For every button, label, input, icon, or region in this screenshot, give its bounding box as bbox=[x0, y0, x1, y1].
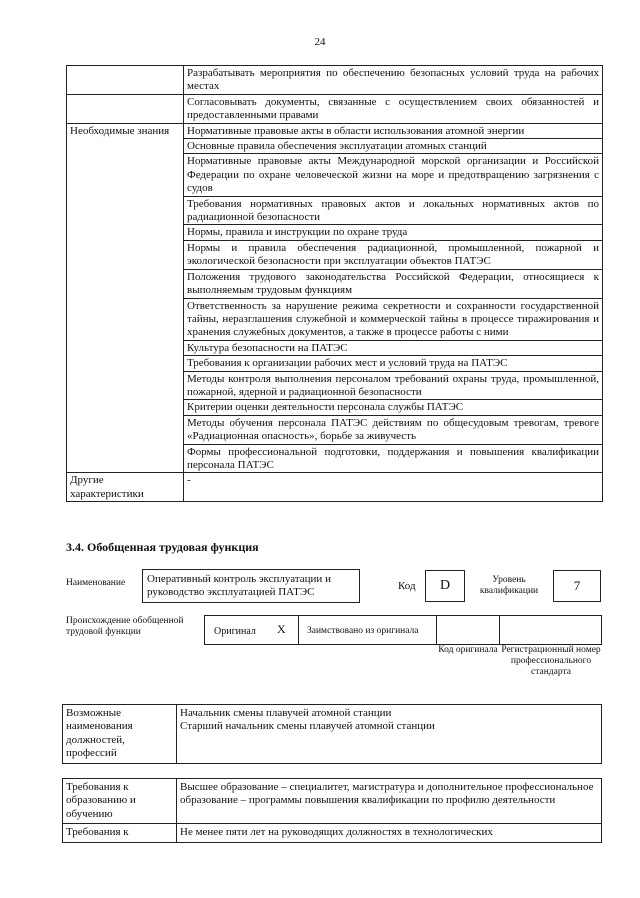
origin-label: Происхождение обобщенной трудовой функции bbox=[66, 616, 184, 637]
requirements-table bbox=[62, 778, 602, 843]
borrowed-label: Заимствовано из оригинала bbox=[307, 626, 419, 636]
requirement-label: Требования к образованию и обучению bbox=[63, 779, 177, 824]
row-value: Критерии оценки деятельности персонала службы ПАТЭС bbox=[184, 400, 603, 415]
reg-number-field bbox=[499, 615, 602, 645]
borrowed-box bbox=[298, 615, 437, 645]
table-row bbox=[67, 473, 603, 502]
row-value: Согласовывать документы, связанные с осуществлением своих обязанностей и предоставленными правами bbox=[184, 94, 603, 123]
row-label bbox=[67, 66, 184, 95]
function-name-field: Оперативный контроль эксплуатации и руководство эксплуатацией ПАТЭС bbox=[142, 569, 360, 603]
name-label: Наименование bbox=[66, 578, 126, 588]
row-value: Культура безопасности на ПАТЭС bbox=[184, 340, 603, 355]
row-value: Требования к организации рабочих мест и условий труда на ПАТЭС bbox=[184, 356, 603, 371]
requirement-value: Не менее пяти лет на руководящих должностях в технологических bbox=[177, 824, 602, 842]
code-field: D bbox=[425, 570, 465, 602]
row-value: Нормативные правовые акты Международной морской организации и Российской Федерации по охране человеческой жизни на море и предотвращению загрязнения с судов bbox=[184, 154, 603, 196]
code-original-caption: Код оригинала bbox=[438, 645, 498, 655]
positions-values bbox=[177, 705, 602, 764]
row-value: Методы контроля выполнения персоналом требований охраны труда, промышленной, пожарной, ядерной и радиационной безопасности bbox=[184, 371, 603, 400]
row-value: Положения трудового законодательства Российской Федерации, относящиеся к выполняемым трудовым функциям bbox=[184, 269, 603, 298]
table-row bbox=[63, 705, 602, 764]
table-row bbox=[67, 94, 603, 123]
requirement-value: Высшее образование – специалитет, магистратура и дополнительное профессиональное образование – программы повышения квалификации по профилю деятельности bbox=[177, 779, 602, 824]
positions-label: Возможные наименования должностей, профессий bbox=[63, 705, 177, 764]
row-label: Необходимые знания bbox=[67, 123, 184, 473]
table-row bbox=[63, 824, 602, 842]
row-value: Нормы, правила и инструкции по охране труда bbox=[184, 225, 603, 240]
level-label: Уровень квалификации bbox=[479, 575, 539, 596]
original-mark: X bbox=[277, 622, 286, 636]
position-item: Начальник смены плавучей атомной станции bbox=[180, 707, 392, 719]
page-number: 24 bbox=[314, 36, 326, 48]
original-label: Оригинал bbox=[214, 626, 256, 637]
section-heading: 3.4. Обобщенная трудовая функция bbox=[66, 540, 259, 554]
original-box bbox=[204, 615, 299, 645]
row-value: - bbox=[184, 473, 603, 502]
row-value: Формы профессиональной подготовки, поддержания и повышения квалификации персонала ПАТЭС bbox=[184, 444, 603, 473]
code-original-field bbox=[436, 615, 500, 645]
row-value: Разрабатывать мероприятия по обеспечению безопасных условий труда на рабочих местах bbox=[184, 66, 603, 95]
table-row bbox=[63, 779, 602, 824]
row-value: Требования нормативных правовых актов и локальных нормативных актов по радиационной безопасности bbox=[184, 196, 603, 225]
row-value: Основные правила обеспечения эксплуатации атомных станций bbox=[184, 139, 603, 154]
code-label: Код bbox=[398, 580, 416, 592]
position-item: Старший начальник смены плавучей атомной станции bbox=[180, 720, 435, 733]
table-row bbox=[67, 66, 603, 95]
skills-knowledge-table bbox=[66, 65, 603, 502]
table-row bbox=[67, 123, 603, 138]
row-value: Нормы и правила обеспечения радиационной, промышленной, пожарной и экологической безопасности при эксплуатации объектов ПАТЭС bbox=[184, 240, 603, 269]
level-field: 7 bbox=[553, 570, 601, 602]
row-value: Методы обучения персонала ПАТЭС действиям по общесудовым тревогам, тревоге «Радиационная опасность», борьбе за живучесть bbox=[184, 415, 603, 444]
row-value: Ответственность за нарушение режима секретности и сохранности государственной тайны, неразглашения служебной и коммерческой тайны в процессе тиражирования и хранения служебных документов, а также в процессе работы с ними bbox=[184, 298, 603, 340]
positions-table bbox=[62, 704, 602, 764]
row-label: Другие характеристики bbox=[67, 473, 184, 502]
requirement-label: Требования к bbox=[63, 824, 177, 842]
reg-number-caption: Регистрационный номер профессионального стандарта bbox=[501, 645, 601, 677]
row-value: Нормативные правовые акты в области использования атомной энергии bbox=[184, 123, 603, 138]
